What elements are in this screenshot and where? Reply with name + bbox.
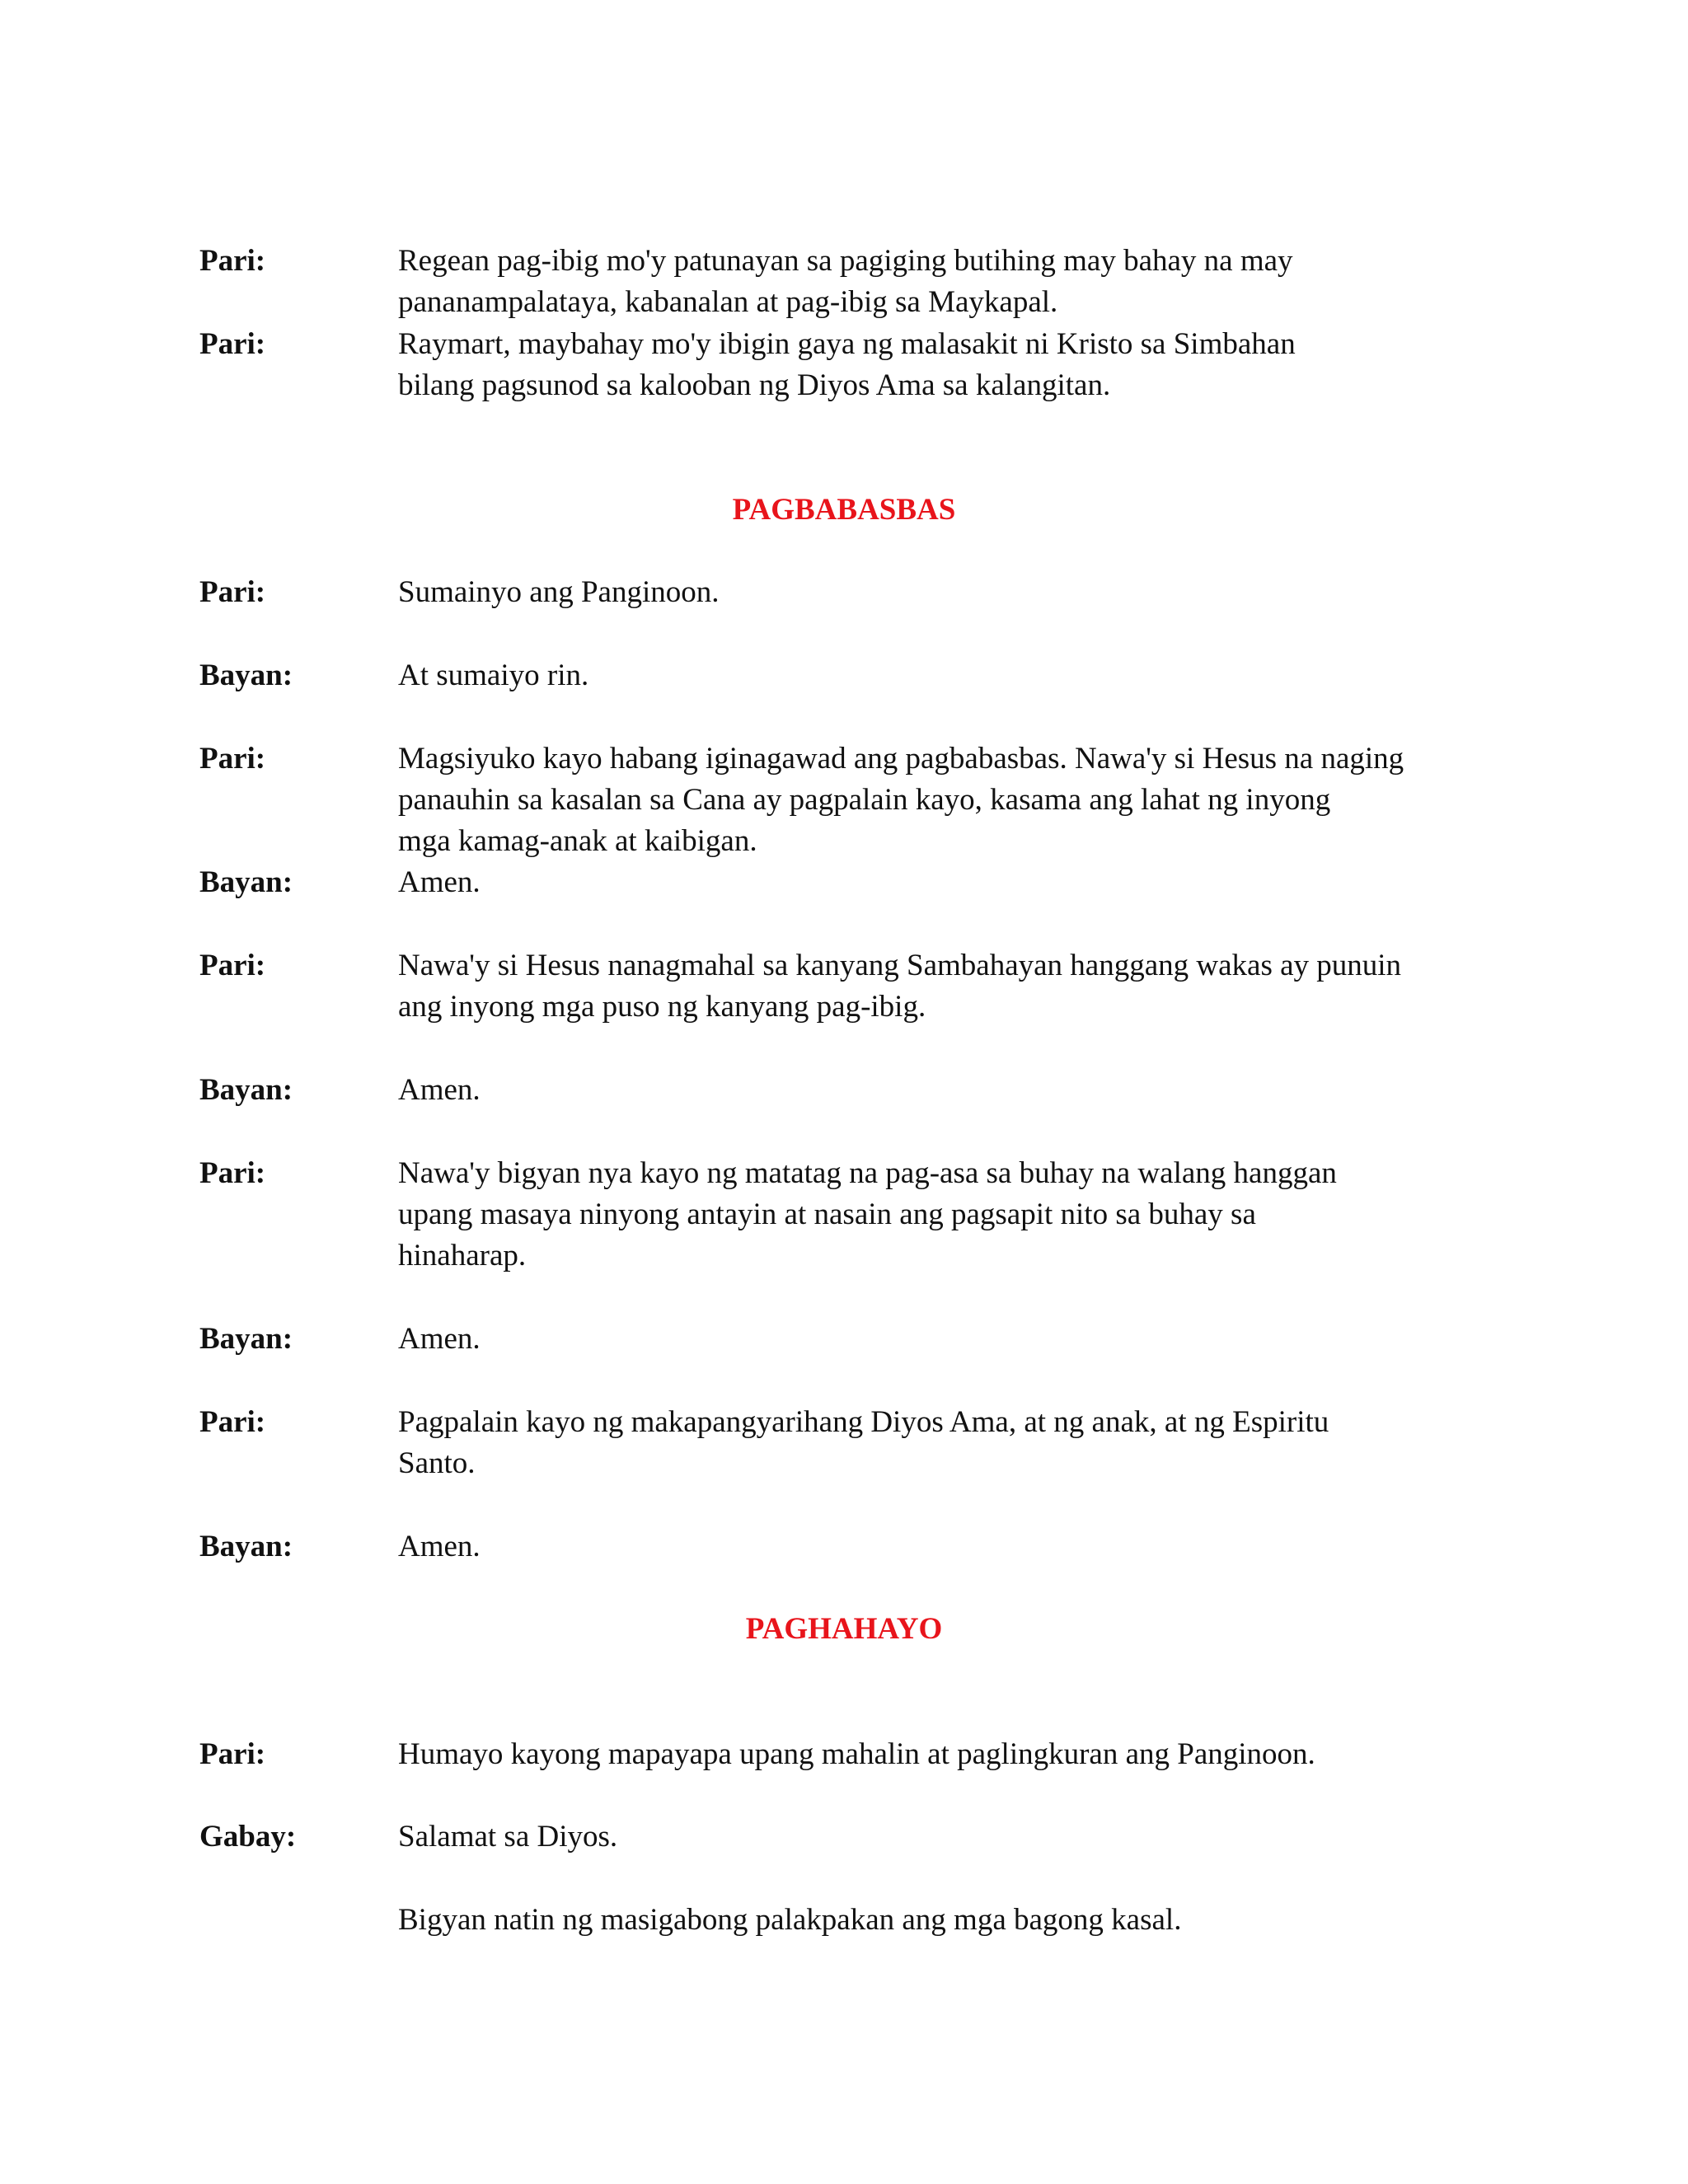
dialogue-line: At sumaiyo rin. <box>398 658 589 692</box>
dialogue-line: mga kamag-anak at kaibigan. <box>398 824 757 858</box>
section-heading-pagbabasbas: PAGBABASBAS <box>732 493 956 527</box>
dialogue-line: Sumainyo ang Panginoon. <box>398 575 720 609</box>
dialogue-line: hinaharap. <box>398 1239 527 1272</box>
speaker-label: Pari: <box>199 1737 266 1771</box>
dialogue-line: Amen. <box>398 1530 481 1563</box>
dialogue-line: Nawa'y si Hesus nanagmahal sa kanyang Sambahayan hanggang wakas ay punuin <box>398 949 1402 982</box>
dialogue-line: Salamat sa Diyos. <box>398 1820 618 1854</box>
dialogue-line: pananampalataya, kabanalan at pag-ibig sa Maykapal. <box>398 285 1058 319</box>
speaker-label: Bayan: <box>199 1322 293 1356</box>
speaker-label: Gabay: <box>199 1820 297 1854</box>
speaker-label: Pari: <box>199 949 266 982</box>
speaker-label: Bayan: <box>199 1073 293 1107</box>
speaker-label: Pari: <box>199 575 266 609</box>
speaker-label: Pari: <box>199 1156 266 1190</box>
dialogue-line: Humayo kayong mapayapa upang mahalin at paglingkuran ang Panginoon. <box>398 1737 1315 1771</box>
dialogue-line: Raymart, maybahay mo'y ibigin gaya ng malasakit ni Kristo sa Simbahan <box>398 327 1296 361</box>
dialogue-line: panauhin sa kasalan sa Cana ay pagpalain kayo, kasama ang lahat ng inyong <box>398 783 1331 817</box>
speaker-label: Bayan: <box>199 1530 293 1563</box>
dialogue-line: ang inyong mga puso ng kanyang pag-ibig. <box>398 990 926 1024</box>
dialogue-line: Nawa'y bigyan nya kayo ng matatag na pag-asa sa buhay na walang hanggan <box>398 1156 1337 1190</box>
dialogue-line: Pagpalain kayo ng makapangyarihang Diyos Ama, at ng anak, at ng Espiritu <box>398 1405 1329 1439</box>
speaker-label: Bayan: <box>199 658 293 692</box>
dialogue-line: Bigyan natin ng masigabong palakpakan ang mga bagong kasal. <box>398 1903 1182 1937</box>
speaker-label: Pari: <box>199 244 266 278</box>
dialogue-line: Santo. <box>398 1446 476 1480</box>
speaker-label: Pari: <box>199 327 266 361</box>
dialogue-line: Amen. <box>398 865 481 899</box>
dialogue-line: Amen. <box>398 1322 481 1356</box>
dialogue-line: Magsiyuko kayo habang iginagawad ang pagbabasbas. Nawa'y si Hesus na naging <box>398 742 1404 776</box>
dialogue-line: bilang pagsunod sa kalooban ng Diyos Ama sa kalangitan. <box>398 368 1111 402</box>
dialogue-line: Regean pag-ibig mo'y patunayan sa pagiging butihing may bahay na may <box>398 244 1293 278</box>
speaker-label: Pari: <box>199 742 266 776</box>
speaker-label: Bayan: <box>199 865 293 899</box>
dialogue-line: upang masaya ninyong antayin at nasain ang pagsapit nito sa buhay sa <box>398 1197 1256 1231</box>
section-heading-paghahayo: PAGHAHAYO <box>745 1612 943 1646</box>
speaker-label: Pari: <box>199 1405 266 1439</box>
dialogue-line: Amen. <box>398 1073 481 1107</box>
